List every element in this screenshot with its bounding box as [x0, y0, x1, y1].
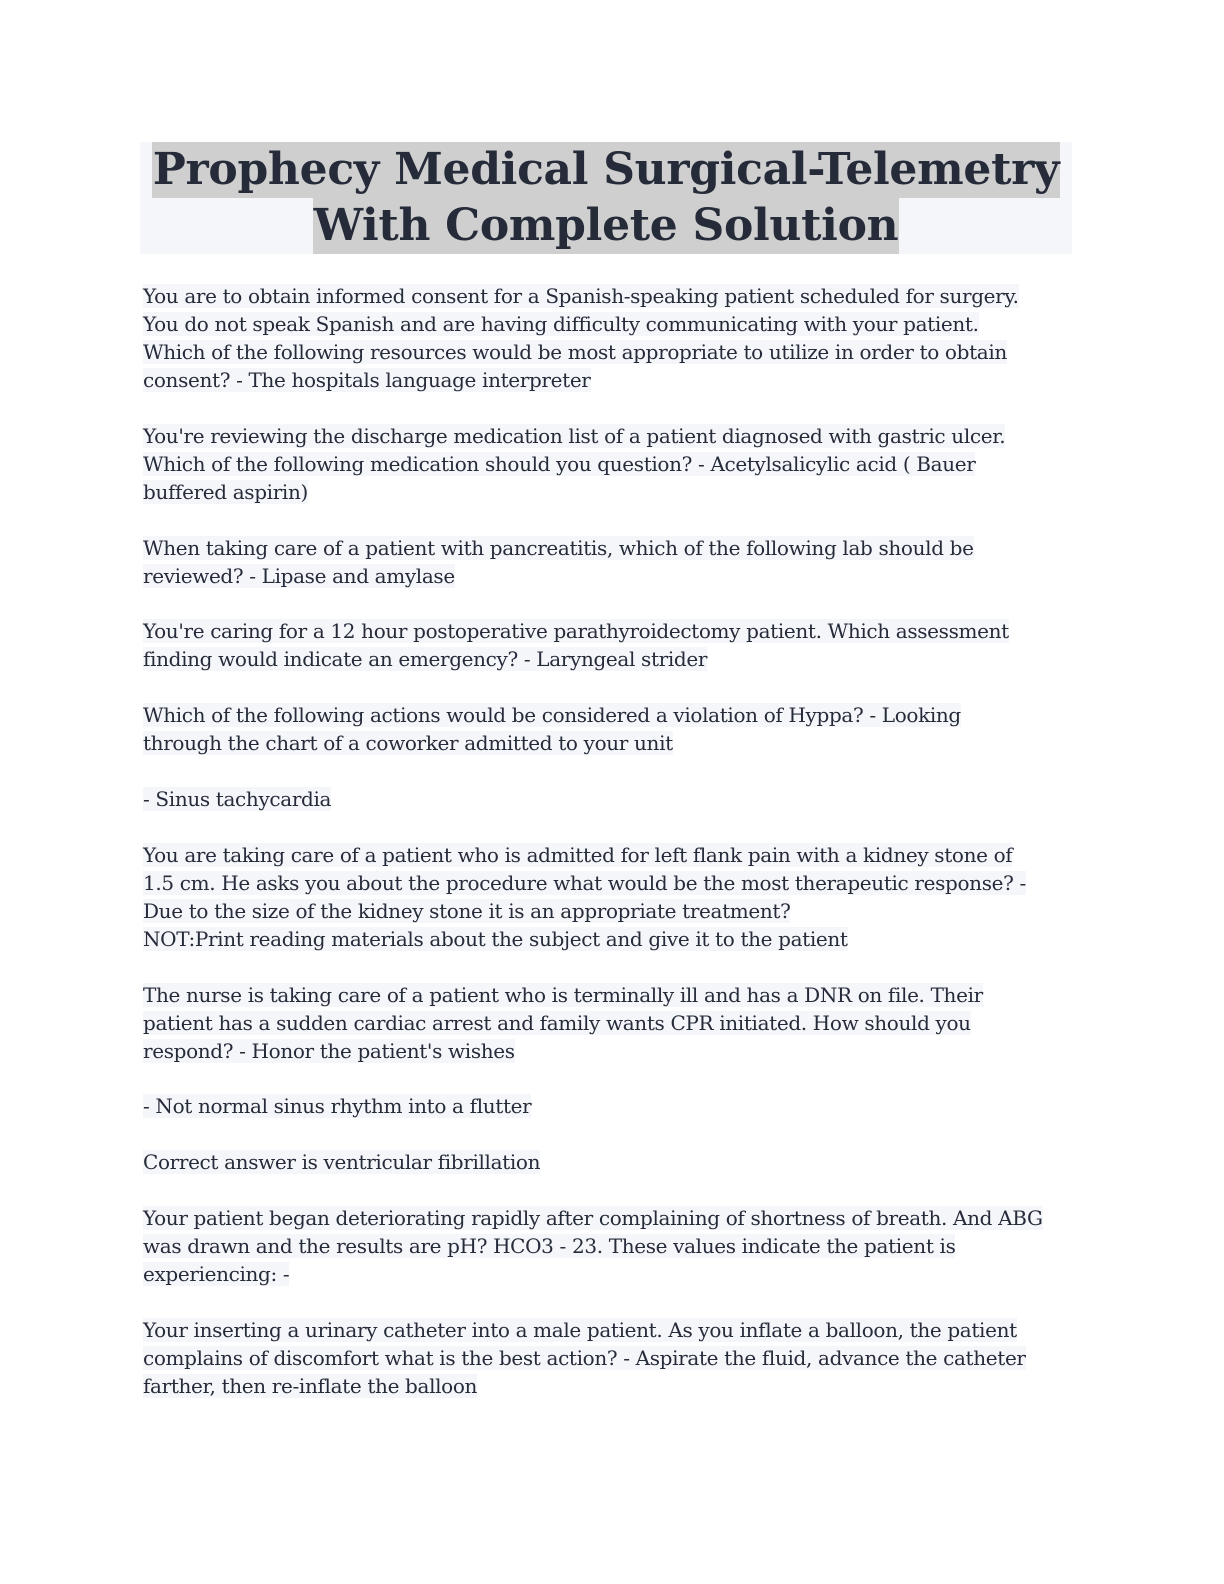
qa-paragraph: [143, 1092, 1083, 1120]
text-line: [143, 366, 1083, 394]
text-line: [143, 1316, 1083, 1344]
text-line: [143, 701, 1083, 729]
text-line-content: reviewed? - Lipase and amylase: [143, 563, 455, 588]
text-line-content: - Sinus tachycardia: [143, 786, 332, 811]
qa-paragraph: [143, 1316, 1083, 1400]
qa-paragraph: [143, 841, 1083, 953]
text-line: [143, 562, 1083, 590]
qa-paragraph: [143, 701, 1083, 757]
text-line-content: Due to the size of the kidney stone it is an appropriate treatment?: [143, 898, 791, 923]
qa-paragraph: [143, 282, 1083, 394]
text-line-content: When taking care of a patient with pancreatitis, which of the following lab should be: [143, 535, 974, 560]
text-line: [143, 534, 1083, 562]
text-line: [143, 282, 1083, 310]
text-line-content: 1.5 cm. He asks you about the procedure what would be the most therapeutic response? -: [143, 870, 1026, 895]
text-line-content: patient has a sudden cardiac arrest and family wants CPR initiated. How should you: [143, 1010, 971, 1035]
text-line-content: respond? - Honor the patient's wishes: [143, 1038, 515, 1063]
text-line: [143, 897, 1083, 925]
title-line: With Complete Solution: [313, 198, 900, 254]
text-line: [143, 1009, 1083, 1037]
text-line: [143, 478, 1083, 506]
text-line: [143, 869, 1083, 897]
text-line-content: experiencing: -: [143, 1261, 290, 1286]
text-line-content: Which of the following resources would be most appropriate to utilize in order to obtain: [143, 340, 1007, 364]
text-line-content: NOT:Print reading materials about the subject and give it to the patient: [143, 926, 848, 951]
qa-paragraph: [143, 1148, 1083, 1176]
text-line-content: buffered aspirin): [143, 479, 308, 504]
text-line-content: consent? - The hospitals language interpreter: [143, 368, 591, 392]
qa-paragraph: [143, 617, 1083, 673]
text-line-content: You do not speak Spanish and are having difficulty communicating with your patient.: [143, 312, 979, 336]
text-line: [143, 1204, 1083, 1232]
text-line: [143, 981, 1083, 1009]
qa-paragraph: [143, 981, 1083, 1065]
text-line-content: farther, then re-inflate the balloon: [143, 1373, 478, 1398]
text-line: [143, 729, 1083, 757]
text-line-content: Correct answer is ventricular fibrillation: [143, 1150, 541, 1175]
text-line: [143, 422, 1083, 450]
text-line: [143, 841, 1083, 869]
text-line-content: complains of discomfort what is the best action? - Aspirate the fluid, advance the catheter: [143, 1345, 1026, 1370]
text-line: [143, 338, 1083, 366]
text-line: [143, 1037, 1083, 1065]
qa-paragraph: [143, 422, 1083, 506]
text-line-content: finding would indicate an emergency? - Laryngeal strider: [143, 647, 708, 672]
text-line: [143, 1372, 1083, 1400]
text-line-content: - Not normal sinus rhythm into a flutter: [143, 1094, 532, 1119]
text-line-content: You're reviewing the discharge medication list of a patient diagnosed with gastric ulcer.: [143, 423, 1006, 448]
text-line: [143, 1260, 1083, 1288]
text-line-content: You are taking care of a patient who is admitted for left flank pain with a kidney stone of: [143, 842, 1013, 867]
text-line-content: through the chart of a coworker admitted to your unit: [143, 731, 673, 756]
title-line: Prophecy Medical Surgical-Telemetry: [152, 142, 1061, 198]
text-line: [143, 785, 1083, 813]
text-line: [143, 1148, 1083, 1176]
document-title: [140, 142, 1072, 254]
text-line: [143, 310, 1083, 338]
qa-paragraph: [143, 785, 1083, 813]
text-line: [143, 925, 1083, 953]
text-line: [143, 1092, 1083, 1120]
document-body: [143, 282, 1083, 1428]
text-line-content: The nurse is taking care of a patient who is terminally ill and has a DNR on file. Their: [143, 982, 983, 1007]
text-line-content: Your inserting a urinary catheter into a male patient. As you inflate a balloon, the patient: [143, 1317, 1017, 1342]
text-line-content: was drawn and the results are pH? HCO3 - 23. These values indicate the patient is: [143, 1233, 956, 1258]
qa-paragraph: [143, 534, 1083, 590]
text-line: [143, 1344, 1083, 1372]
text-line-content: Which of the following medication should you question? - Acetylsalicylic acid ( Bauer: [143, 451, 976, 476]
text-line-content: Which of the following actions would be considered a violation of Hyppa? - Looking: [143, 703, 961, 728]
text-line-content: You are to obtain informed consent for a Spanish-speaking patient scheduled for surgery.: [143, 284, 1019, 308]
qa-paragraph: [143, 1204, 1083, 1288]
text-line: [143, 617, 1083, 645]
text-line-content: You're caring for a 12 hour postoperative parathyroidectomy patient. Which assessment: [143, 619, 1009, 644]
text-line: [143, 450, 1083, 478]
text-line: [143, 645, 1083, 673]
text-line-content: Your patient began deteriorating rapidly after complaining of shortness of breath. And ABG: [143, 1205, 1043, 1230]
text-line: [143, 1232, 1083, 1260]
